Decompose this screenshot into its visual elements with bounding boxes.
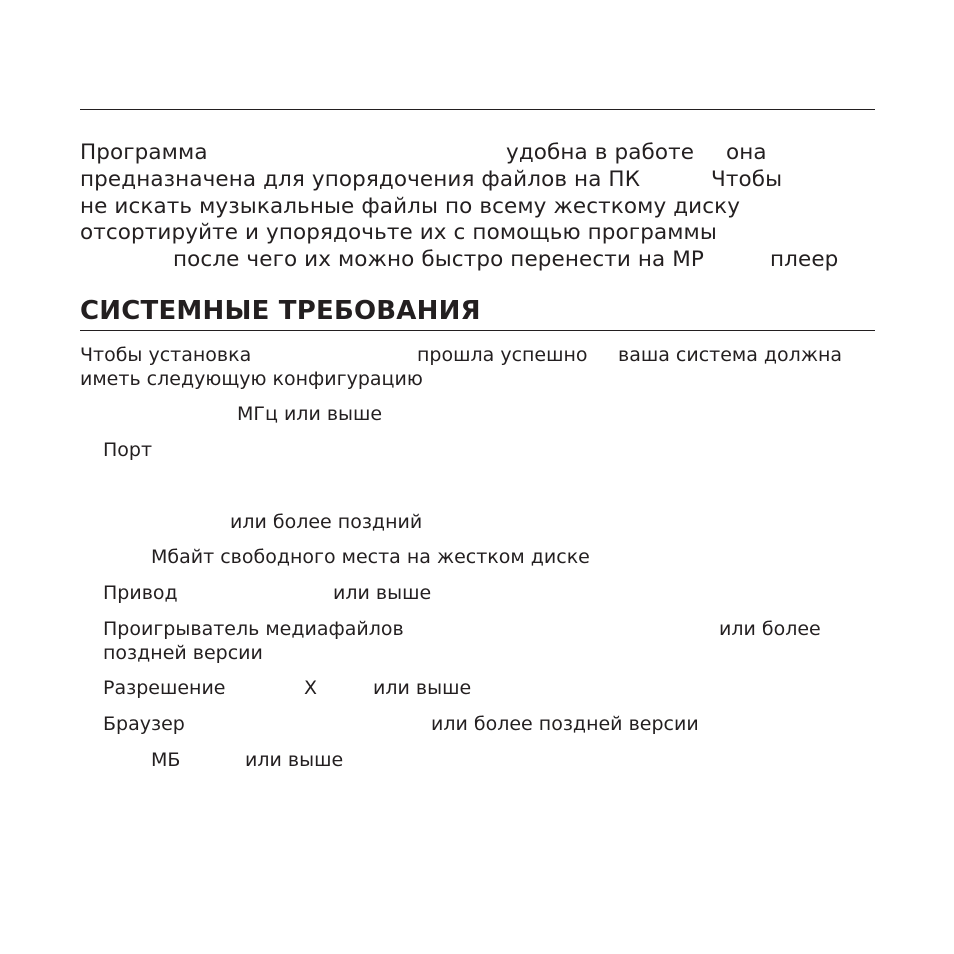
requirements-intro-line2: иметь следующую конфигурацию	[80, 368, 423, 390]
section-heading: СИСТЕМНЫЕ ТРЕБОВАНИЯ	[80, 296, 481, 326]
requirement-drive-value: или выше	[333, 582, 432, 604]
requirement-resolution-x: X	[304, 677, 318, 699]
requirements-intro-part3: ваша система должна	[618, 344, 843, 366]
requirement-ram-value: или выше	[245, 749, 344, 771]
requirements-intro-part2: прошла успешно	[417, 344, 588, 366]
requirement-resolution-value: или выше	[373, 677, 472, 699]
requirement-browser-value: или более поздней версии	[431, 713, 699, 735]
requirements-intro-part1: Чтобы установка	[80, 344, 252, 366]
requirement-player-line2: поздней версии	[103, 642, 263, 664]
intro-line5-part2: плеер	[770, 247, 839, 272]
top-divider	[80, 109, 875, 110]
intro-line3: не искать музыкальные файлы по всему жесткому диску	[80, 194, 741, 219]
requirement-browser-label: Браузер	[103, 713, 185, 735]
intro-line1-part2: удобна в работе	[506, 140, 695, 165]
requirement-ram-unit: МБ	[151, 749, 181, 771]
requirement-disk: Мбайт свободного места на жестком диске	[151, 546, 590, 568]
requirement-player-label: Проигрыватель медиафайлов	[103, 618, 404, 640]
intro-line1-part3: она	[726, 140, 767, 165]
requirement-os: или более поздний	[230, 511, 423, 533]
requirement-player-value: или более	[719, 618, 821, 640]
heading-underline	[80, 330, 875, 331]
intro-line4: отсортируйте и упорядочьте их с помощью программы	[80, 220, 717, 245]
requirement-drive-label: Привод	[103, 582, 178, 604]
requirement-resolution-label: Разрешение	[103, 677, 226, 699]
intro-line5-part1: после чего их можно быстро перенести на MP	[173, 247, 704, 272]
requirement-port: Порт	[103, 439, 153, 461]
intro-line1-part1: Программа	[80, 140, 208, 165]
intro-line2: предназначена для упорядочения файлов на ПК	[80, 167, 641, 192]
intro-line2-part2: Чтобы	[711, 167, 783, 192]
requirement-cpu: МГц или выше	[237, 403, 383, 425]
